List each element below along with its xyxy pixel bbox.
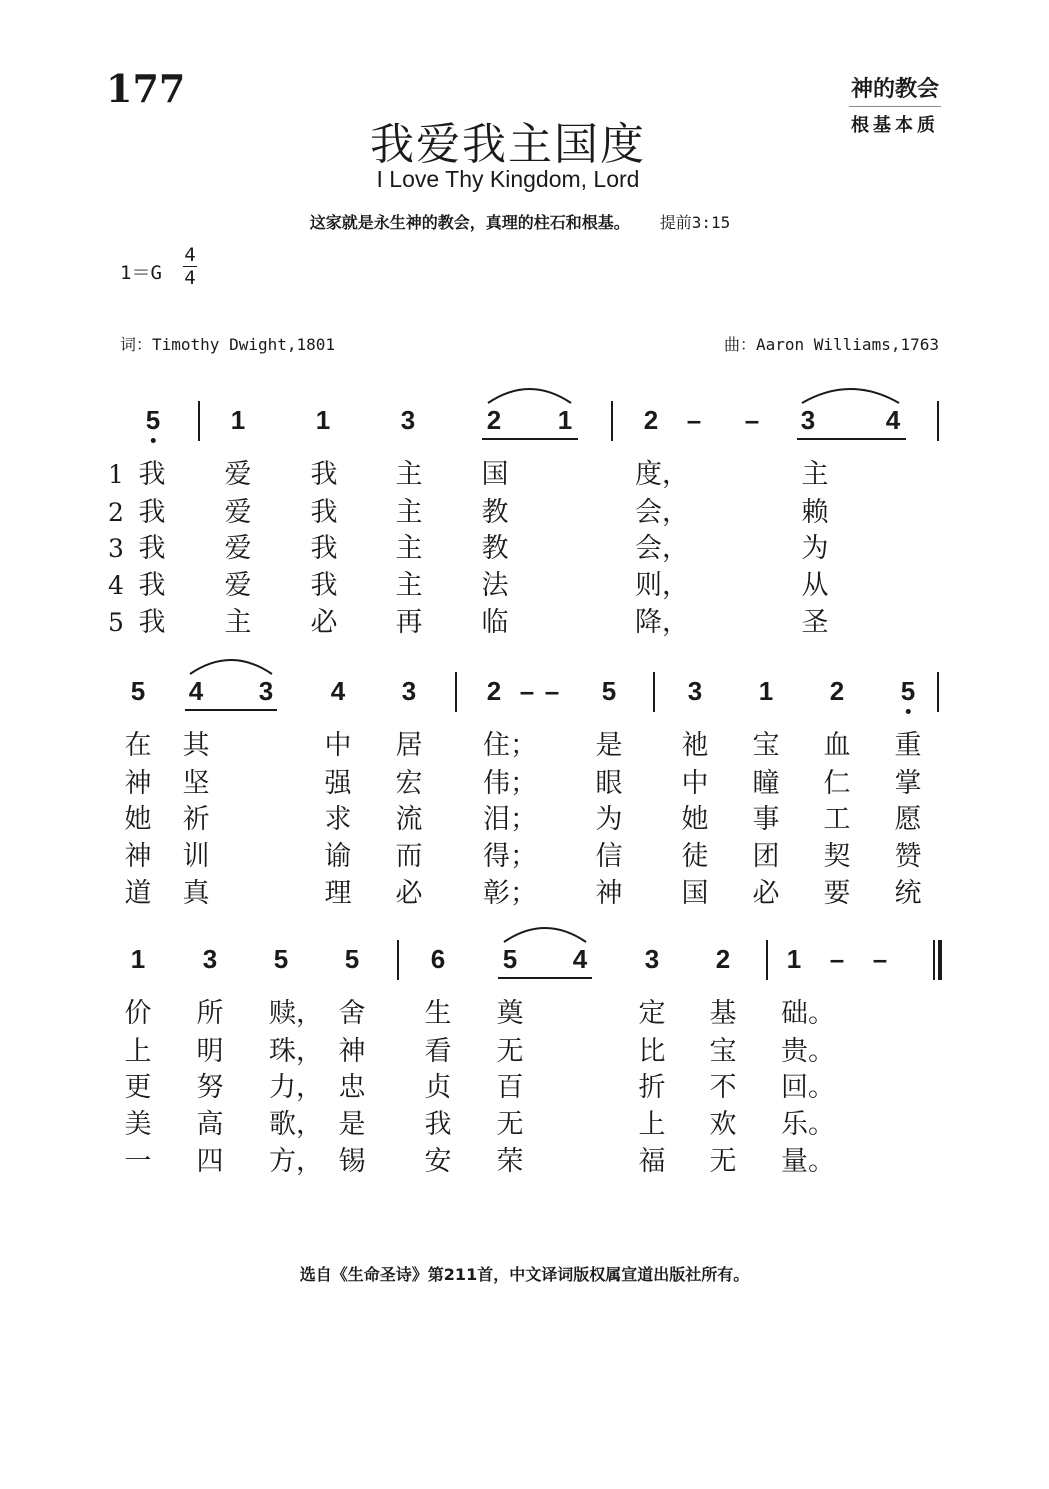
lyric-syllable: 安 [424, 1146, 452, 1177]
note-digit: 5 [130, 676, 146, 706]
lyric-syllable: 生 [424, 998, 452, 1029]
note-digit: 3 [644, 944, 660, 974]
lyric-syllable: 贞 [424, 1072, 452, 1103]
note-digit: 5 [344, 944, 360, 974]
lyric-syllable: 统 [894, 878, 922, 909]
lyric-syllable: 我 [310, 497, 338, 528]
lyric-syllable: 主 [395, 533, 423, 564]
lyric-syllable: 愿 [894, 804, 922, 835]
lyric-syllable: 必 [752, 878, 780, 909]
lyric-syllable: 掌 [894, 768, 922, 799]
note-digit: 5 [900, 676, 916, 706]
score-note [487, 405, 501, 435]
lyric-syllable: 眼 [595, 768, 623, 799]
note-digit: – [829, 944, 845, 974]
lyric-syllable: 祂 [681, 730, 709, 761]
lyric-syllable: 训 [182, 841, 210, 872]
note-digit: – [544, 676, 560, 706]
lyric-syllable: 力， [269, 1072, 323, 1103]
slur-mark [800, 383, 901, 405]
lyric-syllable: 定 [638, 998, 666, 1029]
note-digit: 3 [401, 676, 417, 706]
scripture-verse [0, 210, 1040, 233]
score-note [231, 405, 245, 435]
lyric-syllable: 努 [196, 1072, 224, 1103]
note-digit: 3 [202, 944, 218, 974]
lyric-syllable: 教 [481, 533, 509, 564]
lyric-syllable: 则， [635, 570, 689, 601]
lyric-syllable: 看 [424, 1036, 452, 1067]
score-note [688, 676, 702, 706]
lyric-syllable: 谕 [324, 841, 352, 872]
lyric-syllable: 上 [638, 1109, 666, 1140]
lyric-syllable: 中 [324, 730, 352, 761]
lyric-syllable: 上 [124, 1036, 152, 1067]
lyric-syllable: 圣 [801, 607, 829, 638]
lyric-syllable: 百 [496, 1072, 524, 1103]
note-digit: 4 [885, 405, 901, 435]
score-note [131, 676, 145, 706]
lyric-syllable: 所 [196, 998, 224, 1029]
lyric-syllable: 为 [801, 533, 829, 564]
lyric-syllable: 四 [196, 1146, 224, 1177]
bar-line [455, 672, 457, 712]
lyric-syllable: 奠 [496, 998, 524, 1029]
copyright-footer: 选自《生命圣诗》第211首，中文译词版权属宣道出版社所有。 [299, 1265, 750, 1284]
lyric-syllable: 度， [635, 459, 689, 490]
lyric-syllable: 欢 [709, 1109, 737, 1140]
lyric-syllable: 我 [424, 1109, 452, 1140]
lyric-syllable: 一 [124, 1146, 152, 1177]
score-note [131, 944, 145, 974]
lyric-syllable: 仁 [823, 768, 851, 799]
lyric-syllable: 不 [709, 1072, 737, 1103]
score-note [602, 676, 616, 706]
score-note [558, 405, 572, 435]
note-digit: 4 [330, 676, 346, 706]
lyric-syllable: 赖 [801, 497, 829, 528]
bar-line [766, 940, 768, 980]
lyric-syllable: 必 [310, 607, 338, 638]
score-note [402, 676, 416, 706]
lyric-syllable: 神 [338, 1036, 366, 1067]
lyric-syllable: 我 [310, 533, 338, 564]
lyric-syllable: 荣 [496, 1146, 524, 1177]
lyric-syllable: 信 [595, 841, 623, 872]
lyric-syllable: 其 [182, 730, 210, 761]
lyric-syllable: 我 [310, 459, 338, 490]
score-note [759, 676, 773, 706]
lyric-syllable: 忠 [338, 1072, 366, 1103]
lyric-syllable: 无 [496, 1036, 524, 1067]
lyric-syllable: 再 [395, 607, 423, 638]
lyric-syllable: 主 [801, 459, 829, 490]
score-note [901, 676, 915, 706]
lyric-syllable: 无 [709, 1146, 737, 1177]
lyric-syllable: 坚 [182, 768, 210, 799]
lyric-syllable: 舍 [338, 998, 366, 1029]
lyric-syllable: 量。 [781, 1146, 835, 1177]
lyric-syllable: 宝 [709, 1036, 737, 1067]
verse-number: 3 [108, 534, 124, 563]
scripture-text: 这家就是永生神的教会，真理的柱石和根基。 [309, 213, 630, 232]
lyric-syllable: 她 [124, 804, 152, 835]
octave-dot [906, 709, 911, 714]
hymn-title-chinese: 我爱我主国度 [370, 119, 646, 170]
lyric-syllable: 美 [124, 1109, 152, 1140]
lyric-syllable: 回。 [781, 1072, 835, 1103]
score-note [830, 676, 844, 706]
score-note [345, 944, 359, 974]
note-digit: 5 [273, 944, 289, 974]
lyric-syllable: 爱 [224, 533, 252, 564]
note-digit: 2 [486, 405, 502, 435]
lyric-syllable: 神 [124, 841, 152, 872]
hymn-number: 177 [106, 66, 186, 111]
score-note [401, 405, 415, 435]
lyric-syllable: 乐。 [781, 1109, 835, 1140]
score-note [520, 676, 534, 706]
lyric-syllable: 是 [595, 730, 623, 761]
lyric-syllable: 更 [124, 1072, 152, 1103]
note-digit: 6 [430, 944, 446, 974]
lyric-syllable: 重 [894, 730, 922, 761]
score-note [716, 944, 730, 974]
note-digit: 3 [800, 405, 816, 435]
bar-line [198, 401, 200, 441]
lyric-syllable: 我 [310, 570, 338, 601]
beat-underline [498, 977, 592, 979]
lyric-syllable: 主 [395, 570, 423, 601]
lyric-syllable: 彰； [483, 878, 537, 909]
score-note [316, 405, 330, 435]
lyric-syllable: 瞳 [752, 768, 780, 799]
lyric-syllable: 爱 [224, 570, 252, 601]
beat-underline [482, 438, 578, 440]
lyric-syllable: 歌， [269, 1109, 323, 1140]
score-note [801, 405, 815, 435]
lyric-syllable: 求 [324, 804, 352, 835]
lyric-syllable: 价 [124, 998, 152, 1029]
note-digit: 2 [715, 944, 731, 974]
lyric-syllable: 得； [483, 841, 537, 872]
note-digit: 4 [188, 676, 204, 706]
lyric-syllable: 必 [395, 878, 423, 909]
slur-mark [486, 383, 573, 405]
category-sub: 根基本质 [850, 115, 939, 136]
lyric-syllable: 赎， [269, 998, 323, 1029]
score-note [644, 405, 658, 435]
beat-underline [797, 438, 906, 440]
score-note [687, 405, 701, 435]
lyric-syllable: 明 [196, 1036, 224, 1067]
lyric-syllable: 基 [709, 998, 737, 1029]
lyric-syllable: 是 [338, 1109, 366, 1140]
note-digit: 1 [230, 405, 246, 435]
time-numerator: 4 [184, 244, 196, 266]
bar-line [653, 672, 655, 712]
lyric-syllable: 从 [801, 570, 829, 601]
note-digit: 5 [601, 676, 617, 706]
bar-line [397, 940, 399, 980]
verse-number: 2 [108, 498, 124, 527]
lyric-syllable: 徒 [681, 841, 709, 872]
lyric-syllable: 我 [138, 533, 166, 564]
score-note [503, 944, 517, 974]
note-digit: 5 [145, 405, 161, 435]
lyric-syllable: 要 [823, 878, 851, 909]
lyric-syllable: 契 [823, 841, 851, 872]
verse-number: 1 [108, 460, 124, 489]
bar-line [937, 401, 939, 441]
lyric-syllable: 团 [752, 841, 780, 872]
lyric-syllable: 锡 [338, 1146, 366, 1177]
note-digit: – [744, 405, 760, 435]
lyric-syllable: 高 [196, 1109, 224, 1140]
final-bar-line [933, 940, 942, 980]
lyric-syllable: 血 [823, 730, 851, 761]
bar-line [937, 672, 939, 712]
note-digit: 4 [572, 944, 588, 974]
lyric-syllable: 强 [324, 768, 352, 799]
lyric-syllable: 法 [481, 570, 509, 601]
score-note [189, 676, 203, 706]
hymn-title-english: I Love Thy Kingdom, Lord [376, 166, 640, 192]
lyric-syllable: 神 [595, 878, 623, 909]
note-digit: 3 [258, 676, 274, 706]
lyric-syllable: 住； [483, 730, 537, 761]
lyric-syllable: 我 [138, 607, 166, 638]
note-digit: – [686, 405, 702, 435]
lyric-syllable: 而 [395, 841, 423, 872]
lyric-syllable: 她 [681, 804, 709, 835]
note-digit: 3 [687, 676, 703, 706]
score-note [787, 944, 801, 974]
note-digit: – [519, 676, 535, 706]
bar-line [611, 401, 613, 441]
lyric-syllable: 主 [395, 459, 423, 490]
time-signature [183, 244, 197, 289]
lyric-syllable: 爱 [224, 459, 252, 490]
category-main: 神的教会 [849, 72, 941, 107]
score-note [274, 944, 288, 974]
lyric-syllable: 国 [681, 878, 709, 909]
lyric-syllable: 我 [138, 570, 166, 601]
score-note [146, 405, 160, 435]
lyric-syllable: 工 [823, 804, 851, 835]
lyric-syllable: 主 [395, 497, 423, 528]
score-note [745, 405, 759, 435]
lyric-syllable: 在 [124, 730, 152, 761]
note-digit: 1 [315, 405, 331, 435]
lyric-syllable: 祈 [182, 804, 210, 835]
lyric-syllable: 我 [138, 497, 166, 528]
lyric-syllable: 宏 [395, 768, 423, 799]
verse-number: 5 [108, 608, 124, 637]
lyric-syllable: 比 [638, 1036, 666, 1067]
note-digit: – [872, 944, 888, 974]
note-digit: 1 [130, 944, 146, 974]
lyric-syllable: 中 [681, 768, 709, 799]
lyric-syllable: 事 [752, 804, 780, 835]
score-note [645, 944, 659, 974]
lyric-syllable: 福 [638, 1146, 666, 1177]
lyric-syllable: 居 [395, 730, 423, 761]
score-note [830, 944, 844, 974]
lyric-syllable: 折 [638, 1072, 666, 1103]
lyric-syllable: 会， [635, 497, 689, 528]
lyric-syllable: 临 [481, 607, 509, 638]
lyric-syllable: 主 [224, 607, 252, 638]
score-note [545, 676, 559, 706]
lyric-syllable: 真 [182, 878, 210, 909]
note-digit: 1 [557, 405, 573, 435]
scripture-reference: 提前3:15 [659, 213, 731, 232]
note-digit: 5 [502, 944, 518, 974]
lyric-syllable: 理 [324, 878, 352, 909]
note-digit: 1 [758, 676, 774, 706]
lyric-syllable: 会， [635, 533, 689, 564]
lyric-syllable: 国 [481, 459, 509, 490]
lyric-syllable: 爱 [224, 497, 252, 528]
verse-number: 4 [108, 571, 124, 600]
lyric-syllable: 教 [481, 497, 509, 528]
lyric-syllable: 宝 [752, 730, 780, 761]
score-note [331, 676, 345, 706]
lyric-syllable: 我 [138, 459, 166, 490]
beat-underline [185, 709, 277, 711]
lyric-syllable: 流 [395, 804, 423, 835]
lyric-syllable: 贵。 [781, 1036, 835, 1067]
slur-mark [502, 922, 588, 944]
note-digit: 2 [643, 405, 659, 435]
lyricist-credit: 词：Timothy Dwight,1801 [120, 335, 336, 354]
lyric-syllable: 赞 [894, 841, 922, 872]
lyric-syllable: 为 [595, 804, 623, 835]
octave-dot [151, 438, 156, 443]
lyric-syllable: 方， [269, 1146, 323, 1177]
lyric-syllable: 神 [124, 768, 152, 799]
lyric-syllable: 泪； [483, 804, 537, 835]
score-note [873, 944, 887, 974]
lyric-syllable: 道 [124, 878, 152, 909]
note-digit: 2 [829, 676, 845, 706]
note-digit: 1 [786, 944, 802, 974]
note-digit: 2 [486, 676, 502, 706]
lyric-syllable: 珠， [269, 1036, 323, 1067]
lyric-syllable: 伟； [483, 768, 537, 799]
lyric-syllable: 础。 [781, 998, 835, 1029]
score-note [203, 944, 217, 974]
key-label: 1＝G [120, 262, 162, 284]
lyric-syllable: 无 [496, 1109, 524, 1140]
composer-credit: 曲：Aaron Williams,1763 [723, 335, 939, 354]
lyric-syllable: 降， [635, 607, 689, 638]
time-denominator: 4 [184, 267, 196, 289]
note-digit: 3 [400, 405, 416, 435]
score-note [259, 676, 273, 706]
score-note [431, 944, 445, 974]
score-note [573, 944, 587, 974]
slur-mark [188, 654, 274, 676]
score-note [886, 405, 900, 435]
score-note [487, 676, 501, 706]
